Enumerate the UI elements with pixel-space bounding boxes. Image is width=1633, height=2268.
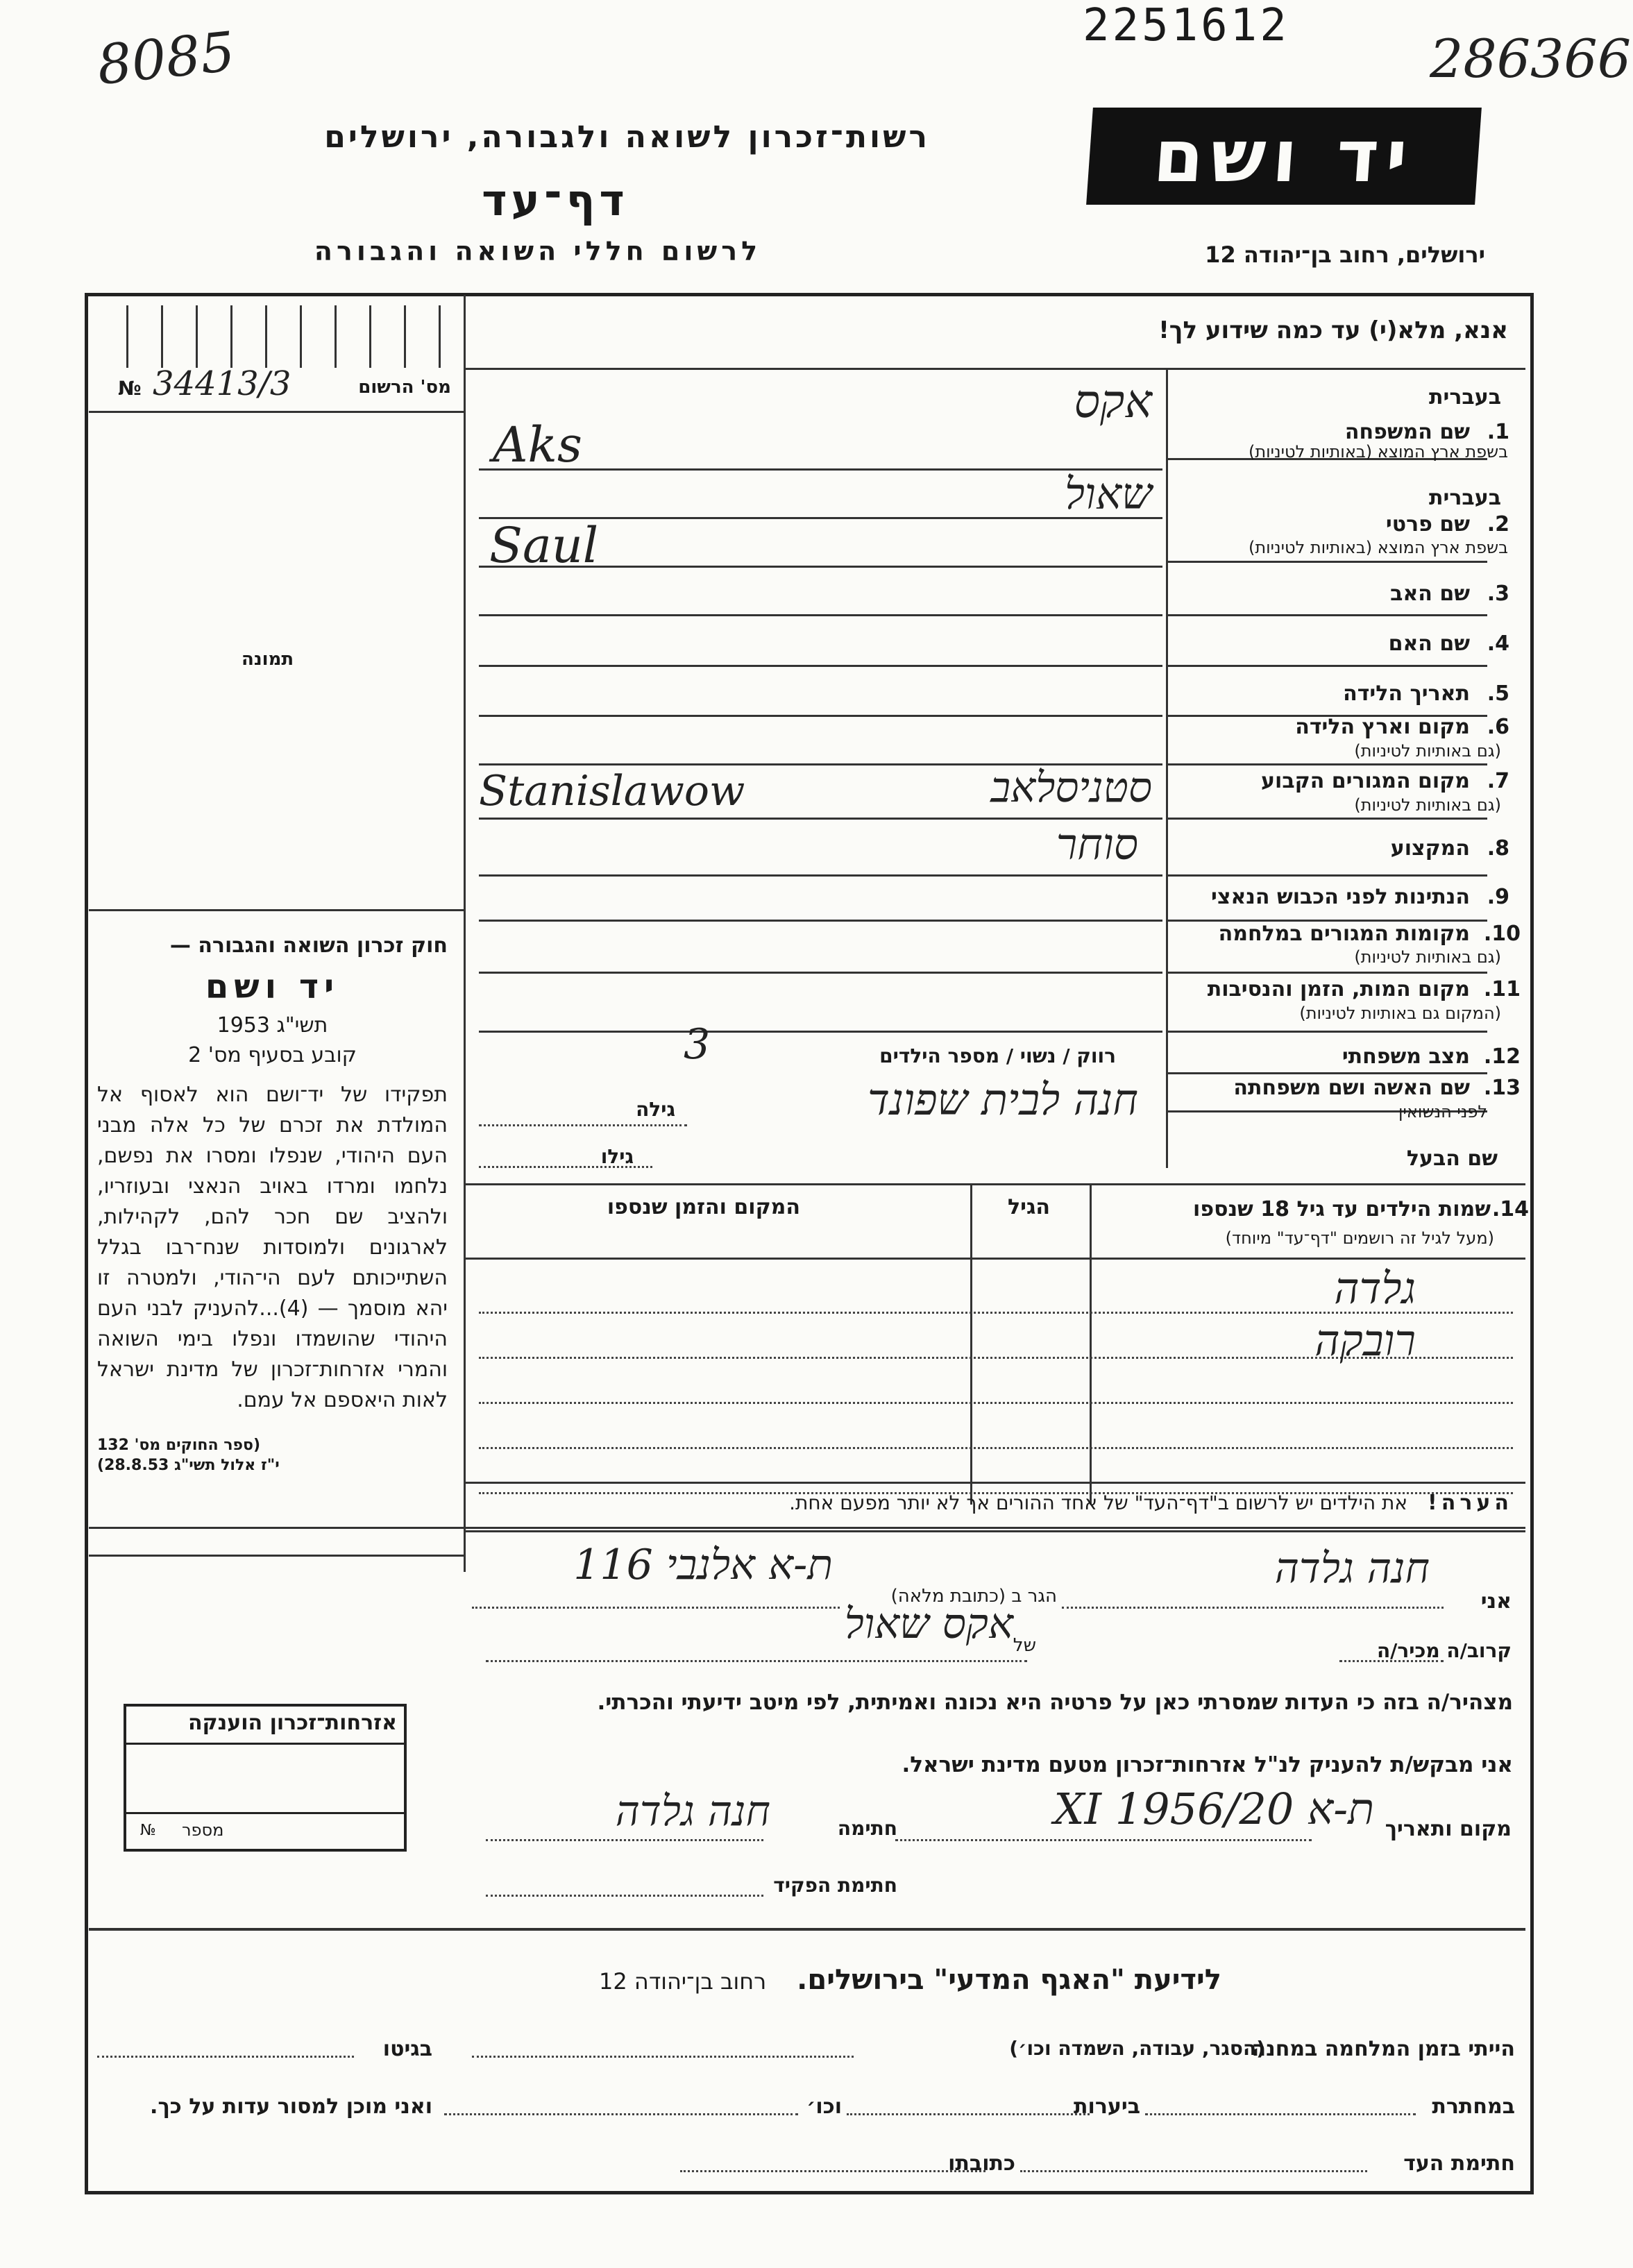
registration-number-row bbox=[111, 364, 458, 406]
field-2-num: 2. bbox=[1487, 512, 1509, 536]
field-1-value-latin[interactable]: Aks bbox=[493, 416, 582, 473]
photo-label: תמונה bbox=[242, 649, 294, 670]
field-6-label: מקום וארץ הלידה bbox=[1295, 715, 1470, 739]
field-6-num: 6. bbox=[1487, 715, 1509, 739]
note-row bbox=[479, 1491, 1513, 1515]
declaration-relative-label: קרוב/ה מכיר/ה bbox=[1376, 1639, 1512, 1662]
place-date-value[interactable]: ת-א 20/XI 1956 bbox=[1054, 1784, 1374, 1834]
official-signature-label: חתימת הפקיד bbox=[773, 1874, 897, 1897]
declaration-request: אני מבקש/ת להעניק לנ"ל אזרחות־זכרון מטעם מדינת ישראל. bbox=[902, 1752, 1513, 1777]
field-5-num: 5. bbox=[1487, 682, 1509, 706]
field-8-num: 8. bbox=[1487, 836, 1509, 861]
signature-label: חתימה bbox=[837, 1817, 897, 1840]
child-2-name[interactable]: רובקה bbox=[1314, 1315, 1416, 1366]
footer-line2-forests: ביערות bbox=[1074, 2094, 1140, 2119]
field-6-note: (גם באותיות לטיניות) bbox=[1354, 741, 1501, 761]
law-clause: קובע בסעיף מס' 2 bbox=[188, 1043, 357, 1067]
field-13-spouse-name[interactable]: חנה לבית שפונד bbox=[868, 1074, 1138, 1125]
declaration-i-label: אני bbox=[1480, 1589, 1512, 1614]
law-ref-2: י"ז אלול תשי"ג 28.8.53) bbox=[97, 1457, 280, 1474]
children-header-place: המקום והזמן שנספו bbox=[607, 1195, 800, 1219]
handwritten-number: 286366 bbox=[1430, 28, 1632, 90]
footer-line1-mid: (הסגר, עבודה, השמדה וכו׳) bbox=[1009, 2037, 1265, 2060]
field-3-num: 3. bbox=[1487, 582, 1509, 606]
field-11-label: מקום המות, הזמן והנסיבות bbox=[1207, 977, 1470, 1001]
field-10-num: 10. bbox=[1483, 922, 1521, 946]
field-1-num: 1. bbox=[1487, 420, 1509, 444]
children-header-num: 14. bbox=[1491, 1197, 1529, 1221]
field-1-label: שם המשפחה bbox=[1344, 420, 1470, 444]
place-date-label: מקום ותאריך bbox=[1385, 1817, 1512, 1841]
citizenship-box bbox=[124, 1704, 407, 1852]
field-4-label: שם האם bbox=[1388, 632, 1470, 656]
handwritten-id: 8085 bbox=[94, 20, 238, 98]
field-8-value[interactable]: סוחר bbox=[1056, 819, 1138, 870]
field-12-label: מצב משפחתי bbox=[1342, 1044, 1470, 1069]
footer-title: לידיעת "האגף המדעי" בירושלים. bbox=[797, 1964, 1221, 1996]
citizenship-number-label: מספר bbox=[182, 1820, 224, 1840]
field-13-num: 13. bbox=[1483, 1076, 1521, 1100]
footer-address: רחוב בן־יהודה 12 bbox=[599, 1968, 767, 1995]
field-4-num: 4. bbox=[1487, 632, 1509, 656]
field-12-children-count[interactable]: 3 bbox=[684, 1020, 711, 1069]
field-7-note: (גם באותיות לטיניות) bbox=[1354, 795, 1501, 815]
field-1-value-hebrew[interactable]: אקס bbox=[1074, 375, 1152, 428]
field-13-note: לפני הנשואין bbox=[1398, 1102, 1487, 1122]
field-2-hebrew-tag: בעברית bbox=[1429, 486, 1501, 510]
field-9-label: הנתינות לפני הכבוש הנאצי bbox=[1211, 885, 1470, 909]
photo-area bbox=[89, 413, 464, 913]
field-12-num: 12. bbox=[1483, 1044, 1521, 1069]
page-subtitle: לרשום חללי השואה והגבורה bbox=[314, 236, 762, 266]
footer-line2-end: ואני מוכן למסור עדות על כך. bbox=[150, 2094, 432, 2119]
field-5-label: תאריך הלידה bbox=[1343, 682, 1470, 706]
stamp-number: 2251612 bbox=[1083, 0, 1289, 51]
footer-line1-end: בגיטו bbox=[382, 2037, 432, 2061]
field-7-value-latin[interactable]: Stanislawow bbox=[479, 767, 745, 815]
footer-line1-start: הייתי בזמן המלחמה במחנה bbox=[1251, 2037, 1515, 2061]
declaration-statement: מצהיר/ה בזה כי העדות שמסרתי כאן על פרטיה היא נכונה ואמיתית, לפי מיטב ידיעתי והכרתי. bbox=[597, 1690, 1513, 1715]
footer-line3-sign: חתימת העד bbox=[1403, 2151, 1515, 2176]
declaration-relation-to[interactable]: אקס שאול bbox=[844, 1600, 1013, 1648]
field-3-label: שם האב bbox=[1390, 582, 1470, 606]
field-1-hebrew-tag: בעברית bbox=[1429, 385, 1501, 409]
declaration-witness-name[interactable]: חנה גלדה bbox=[1274, 1544, 1430, 1593]
law-year: תשי"ג 1953 bbox=[217, 1013, 328, 1038]
field-2-value-hebrew[interactable]: שאול bbox=[1065, 468, 1152, 519]
note-text: את הילדים יש לרשום ב"דף־העד" של אחד ההורים אך לא יותר מפעם אחת. bbox=[789, 1491, 1408, 1514]
logo-text: יד ושם bbox=[1151, 114, 1417, 198]
header-address: ירושלים, רחוב בן־יהודה 12 bbox=[1205, 242, 1485, 268]
declaration-address[interactable]: ת-א אלנבי 116 bbox=[573, 1541, 833, 1589]
footer-line2-etc: וכו׳ bbox=[806, 2094, 842, 2119]
field-10-note: (גם באותיות לטיניות) bbox=[1354, 947, 1501, 967]
field-7-value-hebrew[interactable]: סטניסלאב bbox=[990, 763, 1152, 812]
field-1-note: בשפת ארץ המוצא (באותיות לטיניות) bbox=[1249, 442, 1508, 462]
field-9-num: 9. bbox=[1487, 885, 1509, 909]
children-header-age: הגיל bbox=[1008, 1195, 1050, 1219]
signature-value[interactable]: חנה גלדה bbox=[615, 1787, 770, 1836]
field-12-status-options: רווק / נשוי / מספר הילדים bbox=[879, 1044, 1116, 1067]
footer-line2-start: במחתרת bbox=[1432, 2094, 1515, 2119]
intro-instruction: אנא, מלא(י) עד כמה שידוע לך! bbox=[1158, 316, 1508, 344]
child-1-name[interactable]: גלדה bbox=[1334, 1263, 1416, 1314]
note-label: הערה! bbox=[1428, 1491, 1513, 1515]
org-line: רשות־זכרון לשואה ולגבורה, ירושלים bbox=[324, 119, 930, 155]
field-2-value-latin[interactable]: Saul bbox=[489, 517, 599, 574]
registration-number: 34413/3 bbox=[153, 364, 291, 403]
law-text: תפקידו של יד־ושם הוא לאסוף אל המולדת את זכרם של כל אלה מבני העם היהודי, שנפלו ומסרו את נפשם, נלחמו ומרדו באויב הנאצי ובעוזריו, ולהציב שם חכר להם, לקהילות, לארגונים ולמוסדות שנח־רבו בגלל השתייכותם לעם הי־הודי, ולמטרה זו יהא מוסמך — (4)...להעניק לבני העם היהודי שהושמדו ונפלו בימי השואה והמרי אזרחות־זכרון של מדינת ישראל לאות היאספם אל עמם. bbox=[97, 1083, 448, 1412]
declaration-of-label: של bbox=[1013, 1635, 1036, 1656]
field-11-num: 11. bbox=[1483, 977, 1521, 1001]
field-13-age-label: גילה bbox=[636, 1098, 675, 1121]
field-7-label: מקום המגורים הקבוע bbox=[1261, 769, 1470, 793]
law-name: יד ושם bbox=[205, 967, 340, 1006]
page-title: דף־עד bbox=[482, 175, 629, 226]
law-title: חוק זכרון השואה והגבורה — bbox=[169, 933, 448, 958]
children-header-names: שמות הילדים עד גיל 18 שנספו bbox=[1193, 1197, 1491, 1221]
field-7-num: 7. bbox=[1487, 769, 1509, 793]
field-13-label: שם האשה ושם משפחתה bbox=[1233, 1076, 1470, 1100]
field-2-label: שם פרטי bbox=[1385, 512, 1470, 536]
footer-title-row bbox=[416, 1964, 1221, 1996]
field-2-note: בשפת ארץ המוצא (באותיות לטיניות) bbox=[1249, 538, 1508, 557]
field-husband-label: שם הבעל bbox=[1406, 1146, 1498, 1171]
logo-yad-vashem bbox=[1086, 108, 1482, 205]
children-header-note: (מעל לגיל זה רושמים "דף־עד" מיוחד) bbox=[1225, 1228, 1494, 1248]
law-block bbox=[97, 933, 448, 1474]
registration-prefix: № bbox=[118, 377, 142, 400]
field-10-label: מקומות המגורים במלחמה bbox=[1218, 922, 1470, 946]
citizenship-number-prefix: № bbox=[140, 1822, 156, 1839]
declaration-resides-label: הגר ב (כתובת מלאה) bbox=[890, 1586, 1057, 1607]
law-ref-1: (ספר החוקים מס' 132 bbox=[97, 1437, 261, 1454]
citizenship-box-title: אזרחות־זכרון הוענקה bbox=[187, 1711, 397, 1735]
footer-line3-address: כתובתו bbox=[948, 2151, 1015, 2176]
field-11-note: (המקום גם באותיות לטיניות) bbox=[1299, 1004, 1501, 1023]
field-8-label: המקצוע bbox=[1390, 836, 1470, 861]
field-husband-age-label: גילו bbox=[600, 1145, 634, 1168]
registration-label: מס' הרשום bbox=[358, 377, 451, 398]
